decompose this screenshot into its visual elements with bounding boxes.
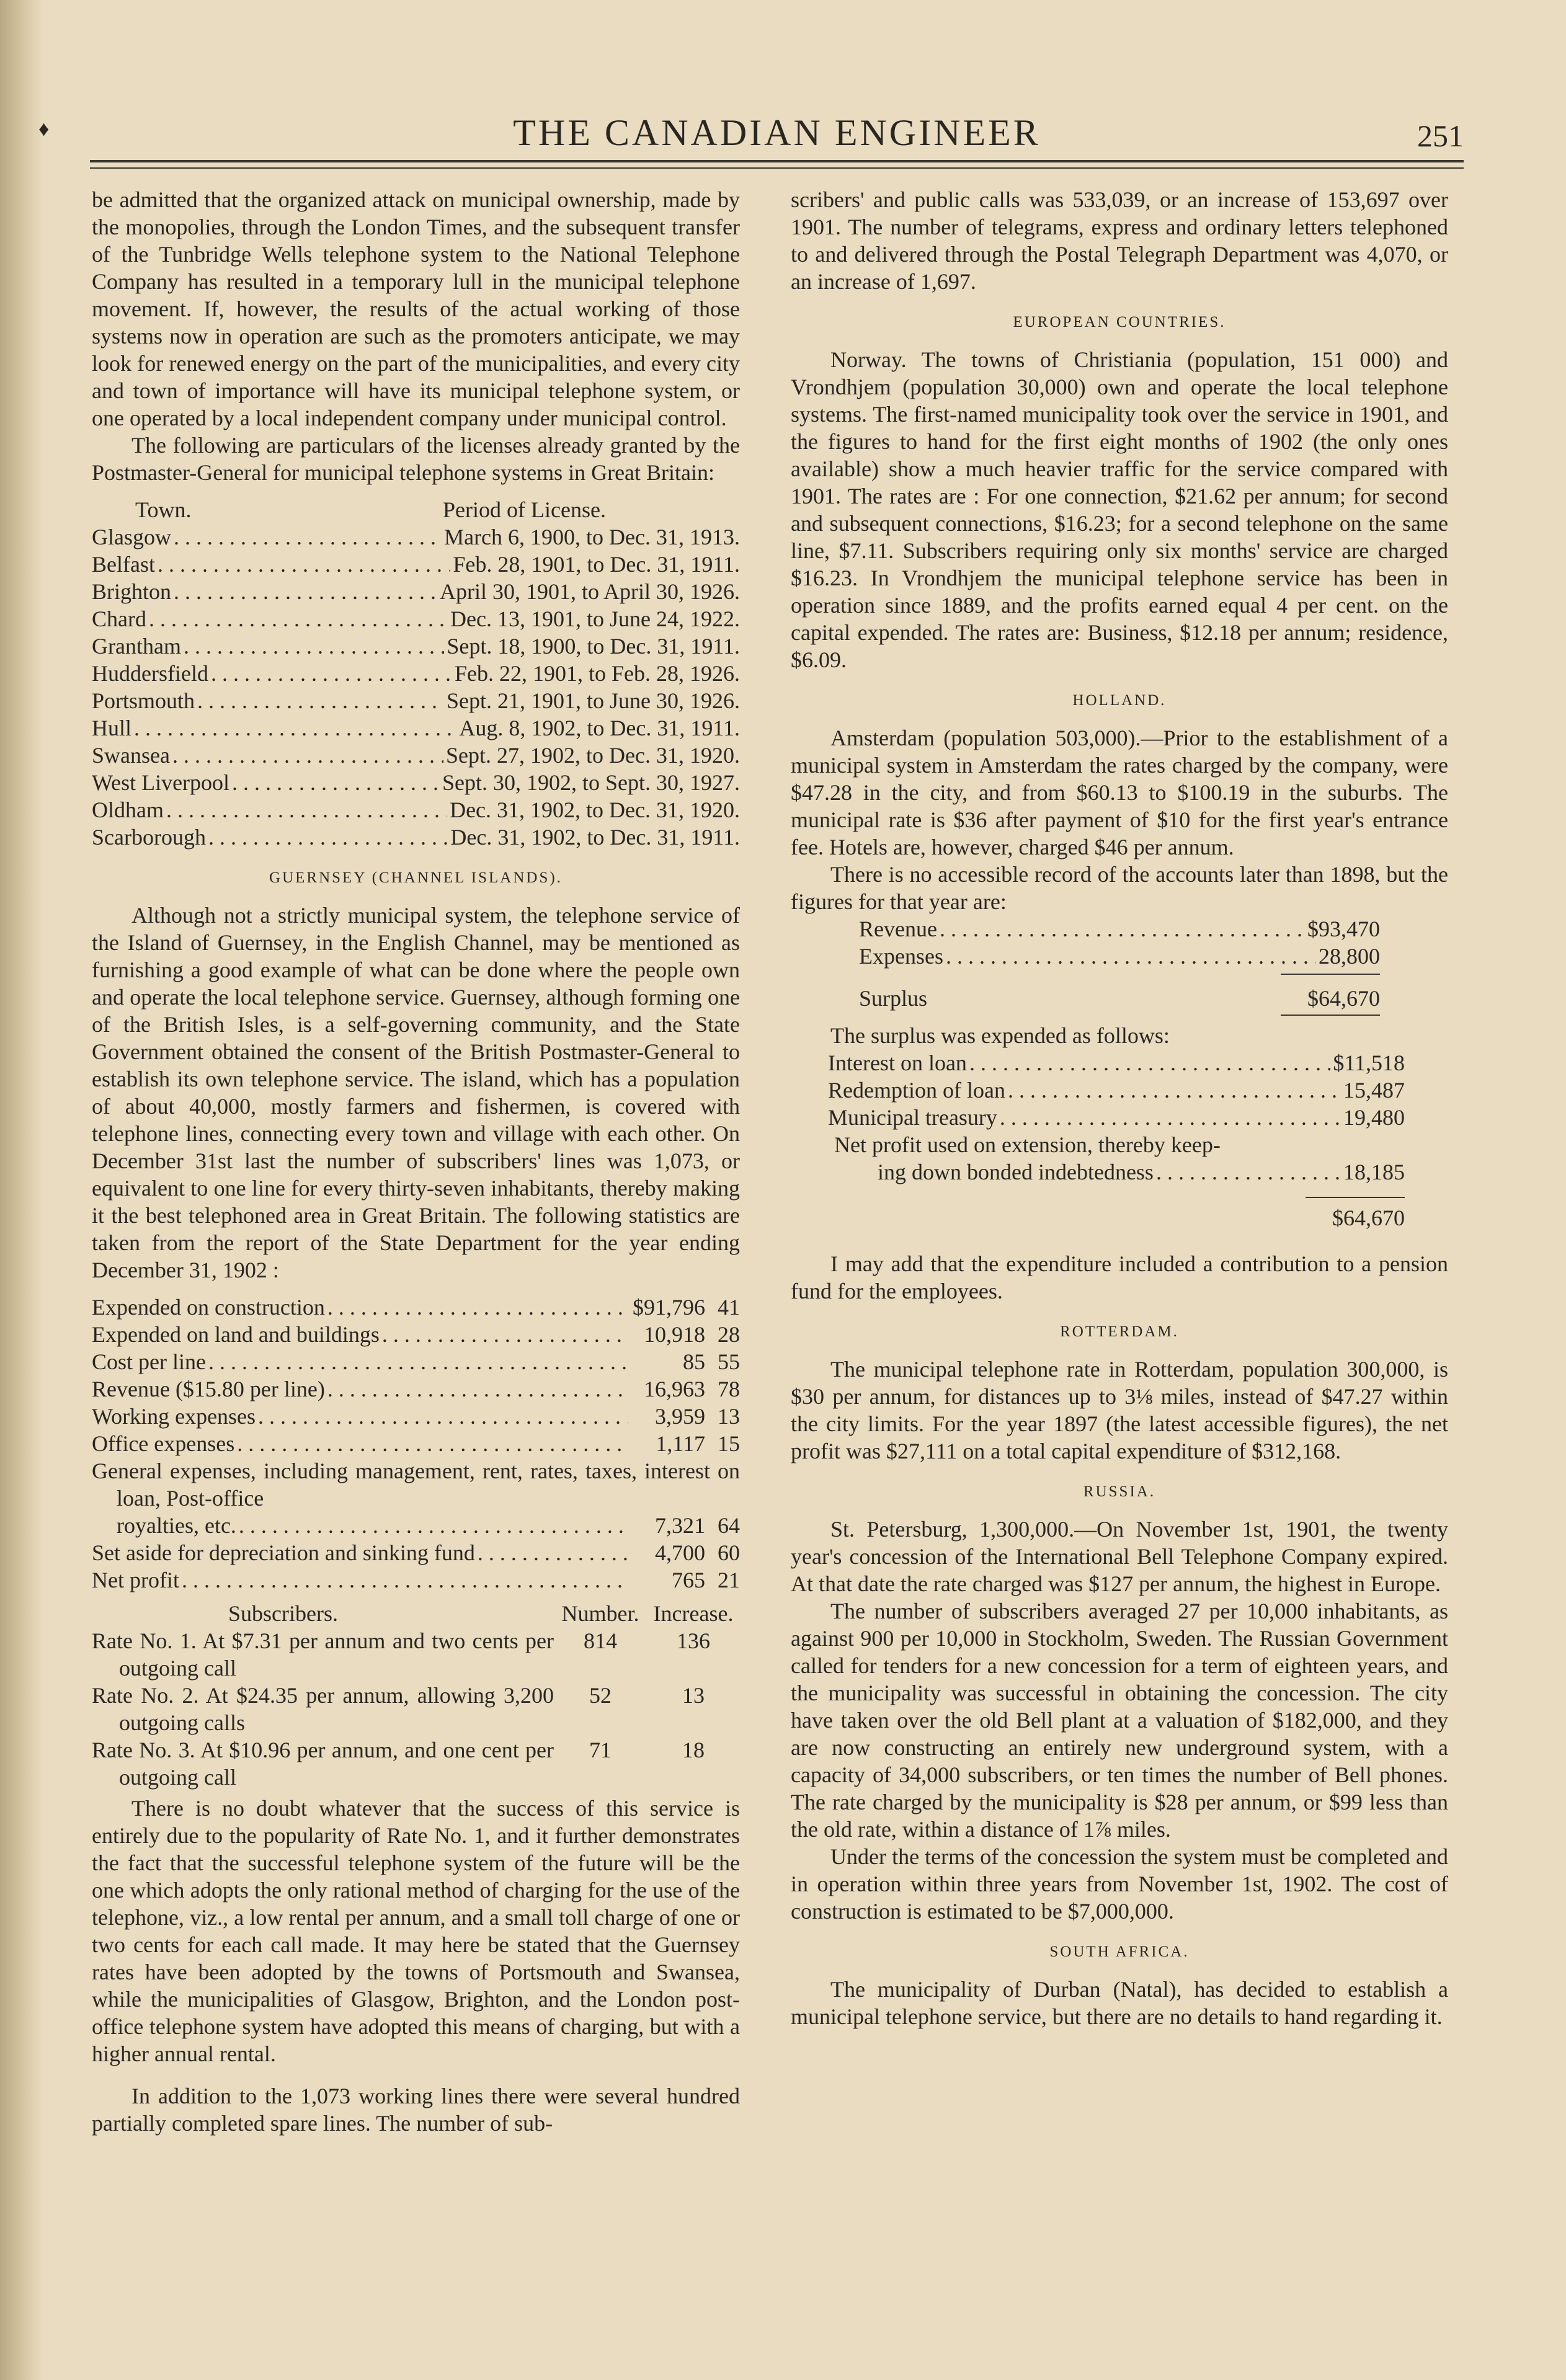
dot-leader xyxy=(258,1403,628,1430)
dot-leader xyxy=(158,551,450,578)
expense-label: Net profit xyxy=(92,1568,179,1592)
dot-leader xyxy=(184,633,444,660)
dot-leader xyxy=(197,687,444,714)
surplus-expenditure xyxy=(828,1049,1405,1131)
license-row xyxy=(92,578,740,605)
header-rule-thin xyxy=(90,167,1464,169)
license-town: Hull xyxy=(92,716,132,740)
expenditure-row xyxy=(828,1104,1405,1131)
amsterdam-accounts xyxy=(859,915,1380,970)
dot-leader xyxy=(149,605,448,633)
expense-dollars: 765 xyxy=(672,1568,705,1592)
expense-dollars: 16,963 xyxy=(644,1377,705,1401)
section-heading-russia: RUSSIA. xyxy=(1083,1483,1156,1500)
expenditure-label: Net profit used on extension, thereby keep- xyxy=(834,1132,1221,1157)
license-period: Dec. 31, 1902, to Dec. 31, 1920. xyxy=(450,797,740,822)
license-town: Huddersfield xyxy=(92,661,208,686)
dot-leader xyxy=(946,943,1316,970)
section-heading-south-africa: SOUTH AFRICA. xyxy=(1049,1943,1190,1960)
license-period: April 30, 1901, to April 30, 1926. xyxy=(440,579,740,604)
license-row xyxy=(92,714,740,742)
license-table xyxy=(92,523,740,851)
section-heading-europe: EUROPEAN COUNTRIES. xyxy=(1013,314,1226,331)
dot-leader xyxy=(211,660,452,687)
subscriber-rate: Rate No. 1. At $7.31 per annum and two cents per outgoing call xyxy=(92,1628,554,1681)
expense-label: Set aside for depreciation and sinking fund xyxy=(92,1540,475,1565)
expenditure-label-cont: ing down bonded indebtedness xyxy=(878,1160,1154,1184)
section-heading-holland: HOLLAND. xyxy=(1072,692,1167,709)
dot-leader xyxy=(208,1348,628,1375)
account-label: Expenses xyxy=(859,944,943,969)
left-column xyxy=(92,186,740,2137)
paragraph: The surplus was expended as follows: xyxy=(830,1023,1170,1048)
paragraph: scribers' and public calls was 533,039, or an increase of 153,697 over 1901. The number of telegrams, express and ordinary letters telephoned to and delivered through the Postal Telegraph Department was 4,070, or an increase of 1,697. xyxy=(791,187,1448,294)
right-column xyxy=(791,186,1448,2030)
general-expenses-text: General expenses, including management, rent, rates, taxes, interest on loan, Post-office xyxy=(92,1459,740,1511)
expenditure-total-row xyxy=(828,1204,1405,1232)
dot-leader xyxy=(327,1375,628,1403)
expense-table xyxy=(92,1294,740,1457)
dot-leader xyxy=(166,796,447,824)
subscriber-increase: 13 xyxy=(682,1683,705,1708)
sum-rule xyxy=(1281,1015,1380,1016)
dot-leader xyxy=(1156,1158,1341,1186)
dot-leader xyxy=(327,1294,628,1321)
dot-leader xyxy=(174,578,437,605)
expense-dollars: 1,117 xyxy=(656,1431,705,1456)
dot-leader xyxy=(237,1430,628,1457)
expenditure-label: Interest on loan xyxy=(828,1050,967,1075)
journal-title: THE CANADIAN ENGINEER xyxy=(513,112,1041,153)
paragraph: Under the terms of the concession the system must be completed and in operation within three years from November 1st, 1902. The cost of construction is estimated to be $7,000,000. xyxy=(791,1844,1448,1924)
increase-column-header: Increase. xyxy=(653,1601,734,1626)
surplus-block xyxy=(859,974,1380,1016)
page-header xyxy=(90,112,1464,186)
license-row xyxy=(92,824,740,851)
subscriber-rate: Rate No. 2. At $24.35 per annum, allowing 3,200 outgoing calls xyxy=(92,1683,554,1735)
surplus-expenditure-last xyxy=(828,1131,1405,1232)
expense-dollars: 10,918 xyxy=(644,1322,705,1347)
expense-cents: 21 xyxy=(718,1568,740,1592)
expenditure-label: Redemption of loan xyxy=(828,1078,1005,1103)
number-column-header: Number. xyxy=(561,1601,639,1626)
expense-dollars: 85 xyxy=(683,1349,705,1374)
license-table-header xyxy=(92,496,740,523)
expense-row xyxy=(92,1539,740,1566)
subscriber-number: 814 xyxy=(584,1628,617,1653)
page-gutter-shadow xyxy=(0,0,43,2380)
paragraph: Amsterdam (population 503,000).—Prior to the establishment of a municipal system in Amsterdam the rates charged by the company, were $47.28 in the city, and from $60.13 to $100.19 in the suburbs. The municipal rate is $36 after payment of $10 for the first year's entrance fee. Hotels are, however, charged $46 per annum. xyxy=(791,726,1448,859)
expense-row xyxy=(92,1375,740,1403)
general-expenses-label: royalties, etc. xyxy=(117,1513,236,1538)
account-value: 28,800 xyxy=(1319,944,1380,969)
expense-row xyxy=(92,1321,740,1348)
license-period: March 6, 1900, to Dec. 31, 1913. xyxy=(444,525,740,549)
expenditure-row xyxy=(828,1077,1405,1104)
margin-mark: ♦ xyxy=(38,118,50,141)
paragraph: The number of subscribers averaged 27 per 10,000 inhabitants, as against 900 per 10,000 in Stockholm, Sweden. The Russian Government called for tenders for a new concession for a term of eighteen years, and the municipality was successful in obtaining the concession. The city have taken over the old Bell plant at a valuation of $182,000, and they are now constructing an entirely new underground system, with a capacity of 34,000 subscribers, or ten times the number of Bell phones. The rate charged by the municipality is $28 per annum, or $99 less than the old rate, within a distance of 1⅞ miles. xyxy=(791,1599,1448,1842)
expenditure-value: 15,487 xyxy=(1343,1078,1405,1103)
expense-row xyxy=(92,1430,740,1457)
subscriber-row xyxy=(92,1682,740,1736)
paragraph: St. Petersburg, 1,300,000.—On November 1st, 1901, the twenty year's concession of the International Bell Telephone Company expired. At that date the rate charged was $127 per annum, the highest in Europe. xyxy=(791,1517,1448,1596)
expenditure-value: $11,518 xyxy=(1333,1050,1405,1075)
paragraph: Although not a strictly municipal system, the telephone service of the Island of Guernsey, in the English Channel, may be mentioned as furnishing a good example of what can be done where the people own and operate the local telephone service. Guernsey, although forming one of the British Isles, is a self-governing community, and the State Government obtained the consent of the British Postmaster-General to establish its own telephone service. The island, which has a population of about 40,000, mostly farmers and fishermen, is covered with telephone lines, connecting every town and village with each other. On December 31st last the number of subscribers' lines was 1,073, or equivalent to one line for every thirty-seven inhabitants, thereby making it the best telephoned area in Great Britain. The following statistics are taken from the report of the State Department for the year ending December 31, 1902 : xyxy=(92,903,740,1282)
license-town: Scarborough xyxy=(92,825,206,850)
section-heading-guernsey: GUERNSEY (CHANNEL ISLANDS). xyxy=(269,869,563,886)
account-value: $93,470 xyxy=(1307,917,1380,941)
expense-table-tail xyxy=(92,1539,740,1594)
license-row xyxy=(92,633,740,660)
expense-label: Revenue ($15.80 per line) xyxy=(92,1377,325,1401)
license-town: Belfast xyxy=(92,552,155,577)
expense-row xyxy=(92,1294,740,1321)
license-town: Glasgow xyxy=(92,525,171,549)
subscribers-column-header: Subscribers. xyxy=(228,1601,338,1626)
account-row xyxy=(859,943,1380,970)
expense-label: Working expenses xyxy=(92,1404,256,1429)
license-row xyxy=(92,742,740,769)
license-town: Brighton xyxy=(92,579,172,604)
expense-cents: 15 xyxy=(718,1431,740,1456)
license-row xyxy=(92,687,740,714)
license-period: Dec. 13, 1901, to June 24, 1922. xyxy=(450,606,740,631)
license-period: Sept. 30, 1902, to Sept. 30, 1927. xyxy=(442,770,740,795)
subscriber-number: 71 xyxy=(589,1738,612,1762)
paragraph: I may add that the expenditure included a contribution to a pension fund for the employees. xyxy=(791,1251,1448,1303)
account-label: Revenue xyxy=(859,917,937,941)
subscriber-increase: 18 xyxy=(682,1738,705,1762)
subscriber-rate: Rate No. 3. At $10.96 per annum, and one cent per outgoing call xyxy=(92,1738,554,1790)
expense-dollars: $91,796 xyxy=(633,1295,705,1320)
paragraph: In addition to the 1,073 working lines there were several hundred partially completed spare lines. The number of sub- xyxy=(92,2084,740,2136)
dot-leader xyxy=(1008,1077,1341,1104)
account-row xyxy=(859,915,1380,943)
license-period: Aug. 8, 1902, to Dec. 31, 1911. xyxy=(459,716,740,740)
paragraph: There is no doubt whatever that the success of this service is entirely due to the popularity of Rate No. 1, and it further demonstrates the fact that the successful telephone system of the future will be the one which adopts the only rational method of charging for the use of the telephone, viz., a low rental per annum, and a small toll charge of one or two cents for each call made. It may here be stated that the Guernsey rates have been adopted by the towns of Portsmouth and Swansea, while the municipalities of Glasgow, Brighton, and the London post-office telephone system have adopted this means of charging, but with a higher annual rental. xyxy=(92,1796,740,2066)
expense-label: Office expenses xyxy=(92,1431,235,1456)
surplus-value: $64,670 xyxy=(1307,986,1380,1011)
expense-cents: 41 xyxy=(718,1295,740,1320)
subscriber-number: 52 xyxy=(589,1683,612,1708)
sum-rule xyxy=(1281,974,1380,975)
expense-row xyxy=(92,1348,740,1375)
subscriber-table xyxy=(92,1627,740,1791)
license-period: Sept. 27, 1902, to Dec. 31, 1920. xyxy=(446,743,740,768)
license-row xyxy=(92,551,740,578)
expense-cents: 60 xyxy=(718,1540,740,1565)
license-row xyxy=(92,796,740,824)
expense-label: Expended on construction xyxy=(92,1295,325,1320)
subscriber-row xyxy=(92,1627,740,1682)
expense-dollars: 7,321 xyxy=(655,1513,705,1538)
expense-cents: 28 xyxy=(718,1322,740,1347)
expense-cents: 64 xyxy=(718,1513,740,1538)
expense-row xyxy=(92,1566,740,1594)
paragraph: be admitted that the organized attack on municipal ownership, made by the monopolies, through the London Times, and the subsequent transfer of the Tunbridge Wells telephone system to the National Telephone Company has resulted in a temporary lull in the municipal telephone movement. If, however, the results of the actual working of those systems now in operation are such as the promoters anticipate, we may look for renewed energy on the part of the municipalities, and every city and town of importance will have its municipal telephone system, or one operated by a local independent company under municipal control. xyxy=(92,187,740,430)
license-period: Feb. 28, 1901, to Dec. 31, 1911. xyxy=(453,552,740,577)
header-rule xyxy=(90,160,1464,162)
paragraph: Norway. The towns of Christiania (population, 151 000) and Vrondhjem (population 30,000) own and operate the local telephone systems. The first-named municipality took over the service in 1901, and the figures to hand for the first eight months of 1902 (the only ones available) show a much heavier traffic for the service compared with 1901. The rates are : For one connection, $21.62 per annum; for second and subsequent connections, $16.23; for a second telephone on the same line, $7.11. Subscribers requiring only six months' service are charged $16.23. In Vrondhjem the municipal telephone service has been in operation since 1889, and the profits earned equal 4 per cent. on the capital expended. The rates are: Business, $12.18 per annum; residence, $6.09. xyxy=(791,347,1448,672)
license-town: Portsmouth xyxy=(92,688,195,713)
paragraph: The municipal telephone rate in Rotterdam, population 300,000, is $30 per annum, for distances up to 3⅛ miles, instead of $47.27 within the city limits. For the year 1897 (the latest accessible figures), the net profit was $27,111 on a total capital expenditure of $312,168. xyxy=(791,1357,1448,1463)
expenditure-total: $64,670 xyxy=(1332,1206,1405,1230)
license-town: West Liverpool xyxy=(92,770,230,795)
dot-leader xyxy=(232,769,440,796)
dot-leader xyxy=(174,523,442,551)
surplus-label: Surplus xyxy=(859,986,928,1011)
dot-leader xyxy=(208,824,448,851)
expenditure-label: Municipal treasury xyxy=(828,1105,997,1130)
town-column-header: Town. xyxy=(135,497,192,522)
expense-label: Cost per line xyxy=(92,1349,206,1374)
expense-label: Expended on land and buildings xyxy=(92,1322,380,1347)
paragraph: The following are particulars of the licenses already granted by the Postmaster-General for municipal telephone systems in Great Britain: xyxy=(92,433,740,485)
license-town: Swansea xyxy=(92,743,170,768)
expenditure-value: 19,480 xyxy=(1343,1105,1405,1130)
license-period: Feb. 22, 1901, to Feb. 28, 1926. xyxy=(454,661,740,686)
expense-cents: 55 xyxy=(718,1349,740,1374)
license-row xyxy=(92,660,740,687)
dot-leader xyxy=(382,1321,628,1348)
license-town: Chard xyxy=(92,606,146,631)
dot-leader xyxy=(478,1539,628,1566)
dot-leader xyxy=(239,1512,628,1539)
section-heading-rotterdam: ROTTERDAM. xyxy=(1060,1323,1179,1340)
page-number: 251 xyxy=(1417,118,1464,153)
paragraph: The municipality of Durban (Natal), has decided to establish a municipal telephone service, but there are no details to hand regarding it. xyxy=(791,1977,1448,2029)
license-row xyxy=(92,605,740,633)
expenditure-row xyxy=(828,1049,1405,1077)
license-town: Grantham xyxy=(92,634,181,659)
license-town: Oldham xyxy=(92,797,164,822)
dot-leader xyxy=(134,714,456,742)
dot-leader xyxy=(969,1049,1330,1077)
expense-cents: 78 xyxy=(718,1377,740,1401)
paragraph: There is no accessible record of the accounts later than 1898, but the figures for that year are: xyxy=(791,862,1448,914)
expense-cents: 13 xyxy=(718,1404,740,1429)
license-period: Sept. 18, 1900, to Dec. 31, 1911. xyxy=(447,634,740,659)
expense-dollars: 3,959 xyxy=(655,1404,705,1429)
dot-leader xyxy=(182,1566,628,1594)
expense-row xyxy=(92,1403,740,1430)
sum-rule xyxy=(1306,1197,1405,1198)
expense-dollars: 4,700 xyxy=(655,1540,705,1565)
license-period: Dec. 31, 1902, to Dec. 31, 1911. xyxy=(450,825,740,850)
expenditure-value: 18,185 xyxy=(1343,1160,1405,1184)
dot-leader xyxy=(940,915,1305,943)
subscriber-increase: 136 xyxy=(677,1628,710,1653)
dot-leader xyxy=(1000,1104,1341,1131)
surplus-row xyxy=(859,985,1380,1012)
general-expenses-row xyxy=(92,1457,740,1539)
license-period: Sept. 21, 1901, to June 30, 1926. xyxy=(447,688,740,713)
subscriber-row xyxy=(92,1736,740,1791)
license-row xyxy=(92,769,740,796)
period-column-header: Period of License. xyxy=(443,497,606,522)
general-expenses-amount-row xyxy=(92,1512,740,1539)
license-row xyxy=(92,523,740,551)
subscriber-table-header xyxy=(92,1600,740,1627)
expenditure-row xyxy=(828,1158,1405,1186)
dot-leader xyxy=(172,742,443,769)
